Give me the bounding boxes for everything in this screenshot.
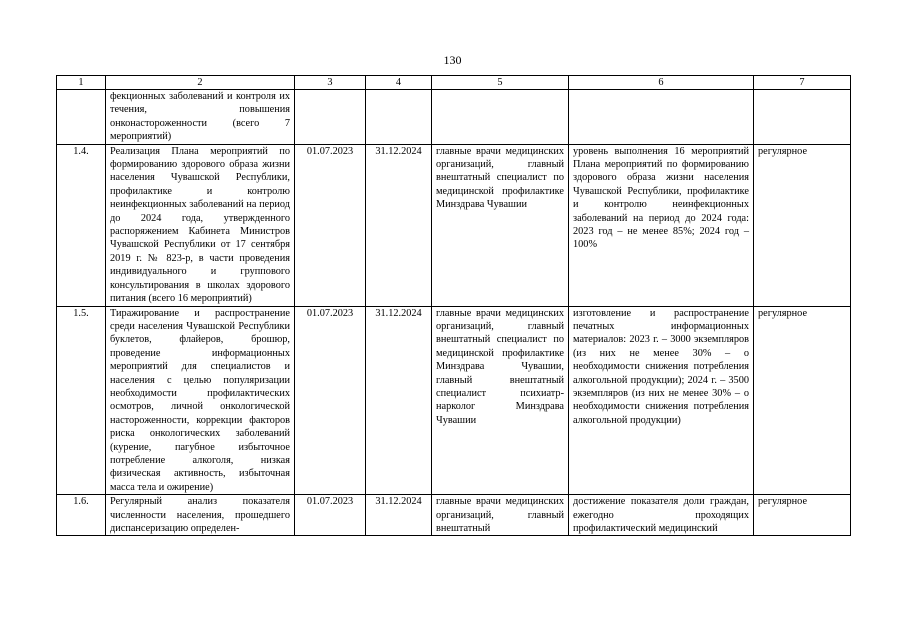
table-row <box>57 144 851 306</box>
column-header: 1 <box>57 76 106 90</box>
frequency: регулярное <box>754 495 851 536</box>
end-date: 31.12.2024 <box>366 144 432 306</box>
end-date: 31.12.2024 <box>366 306 432 495</box>
executor: главные врачи медицинских организаций, главный внештатный <box>432 495 569 536</box>
end-date: 31.12.2024 <box>366 495 432 536</box>
indicator: изготовление и распространение печатных информационных материалов: 2023 г. – 3000 экземпляров (из них не менее 30% – о необходимости снижения потребления алкогольной продукции); 2024 г. – 3500 экземпляров (из них не менее 30% – о необходимости снижения потребления алкогольной продукции) <box>569 306 754 495</box>
row-number: 1.6. <box>57 495 106 536</box>
column-header: 3 <box>295 76 366 90</box>
frequency: регулярное <box>754 306 851 495</box>
executor <box>432 90 569 145</box>
event-description: фекционных заболеваний и контроля их течения, повышения онконастороженности (всего 7 мероприятий) <box>106 90 295 145</box>
start-date: 01.07.2023 <box>295 306 366 495</box>
event-description: Реализация Плана мероприятий по формированию здорового образа жизни населения Чувашской Республики, профилактике и контролю неинфекционных заболеваний на период до 2024 года, утвержденного распоряжением Кабинета Министров Чувашской Республики от 17 сентября 2019 г. № 823-р, в части проведения индивидуального и группового консультирования в школах здорового питания (всего 16 мероприятий) <box>106 144 295 306</box>
table-row <box>57 495 851 536</box>
executor: главные врачи медицинских организаций, главный внештатный специалист по медицинской профилактике Минздрава Чувашии, главный внештатный специалист психиатр-нарколог Минздрава Чувашии <box>432 306 569 495</box>
indicator <box>569 90 754 145</box>
column-header: 2 <box>106 76 295 90</box>
row-number: 1.5. <box>57 306 106 495</box>
row-number <box>57 90 106 145</box>
start-date: 01.07.2023 <box>295 495 366 536</box>
column-header: 4 <box>366 76 432 90</box>
table-row <box>57 90 851 145</box>
column-header: 7 <box>754 76 851 90</box>
plan-table <box>56 75 851 536</box>
start-date: 01.07.2023 <box>295 144 366 306</box>
event-description: Регулярный анализ показателя численности населения, прошедшего диспансеризацию определен- <box>106 495 295 536</box>
table-row <box>57 306 851 495</box>
frequency: регулярное <box>754 144 851 306</box>
column-header: 6 <box>569 76 754 90</box>
frequency <box>754 90 851 145</box>
header-row <box>57 76 851 90</box>
start-date <box>295 90 366 145</box>
end-date <box>366 90 432 145</box>
indicator: уровень выполнения 16 мероприятий Плана мероприятий по формированию здорового образа жизни населения Чувашской Республики, профилактике и контролю неинфекционных заболеваний на период до 2024 года: 2023 год – не менее 85%; 2024 год – 100% <box>569 144 754 306</box>
column-header: 5 <box>432 76 569 90</box>
indicator: достижение показателя доли граждан, ежегодно проходящих профилактический медицинский <box>569 495 754 536</box>
row-number: 1.4. <box>57 144 106 306</box>
page-number: 130 <box>443 53 462 67</box>
executor: главные врачи медицинских организаций, главный внештатный специалист по медицинской профилактике Минздрава Чувашии <box>432 144 569 306</box>
event-description: Тиражирование и распространение среди населения Чувашской Республики буклетов, флайеров, брошюр, проведение информационных мероприятий для специалистов и населения с целью популяризации необходимости профилактических осмотров, личной онкологической настороженности, коррекции факторов риска онкологических заболеваний (курение, пагубное избыточное потребление алкоголя, низкая физическая активность, избыточная масса тела и ожирение) <box>106 306 295 495</box>
